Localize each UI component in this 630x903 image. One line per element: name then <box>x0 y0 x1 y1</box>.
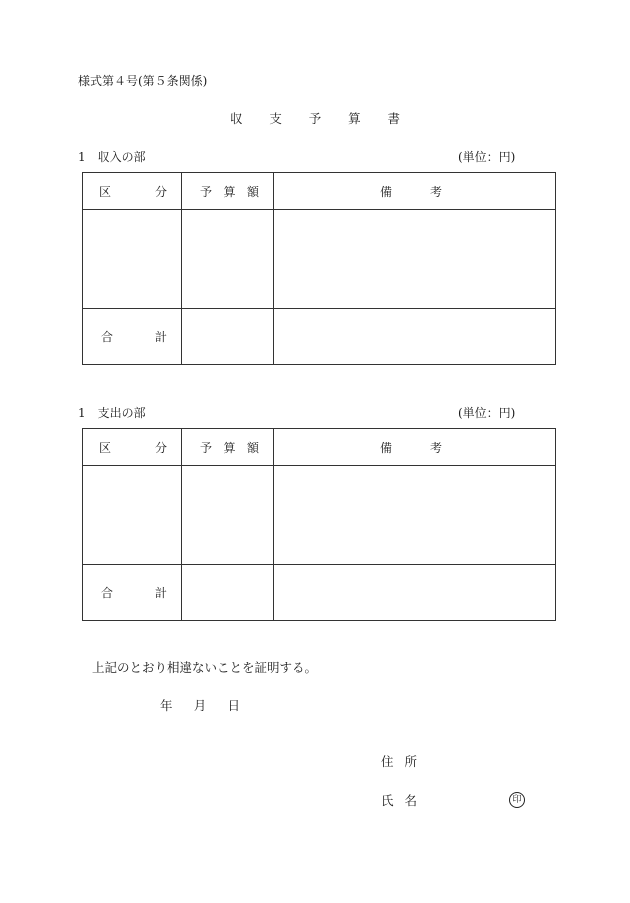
remarks-cell[interactable] <box>274 210 556 309</box>
remarks-cell[interactable] <box>274 466 556 565</box>
address-label <box>381 756 417 769</box>
total-label-char: 合 <box>101 330 114 344</box>
name-label <box>381 795 417 808</box>
expense-heading: 1 支出の部 <box>78 406 146 420</box>
remarks-header-char: 考 <box>429 440 442 455</box>
kubun-header-char: 区 <box>99 184 112 199</box>
budget-header-char: 額 <box>246 184 259 199</box>
total-label-cell <box>83 309 182 365</box>
kubun-header-char: 分 <box>154 440 167 455</box>
certification-statement: 上記のとおり相違ないことを証明する。 <box>92 660 318 675</box>
budget-amount-cell[interactable] <box>182 210 274 309</box>
day-label: 日 <box>227 698 240 713</box>
total-amount-cell[interactable] <box>182 565 274 621</box>
title-char: 算 <box>348 111 361 126</box>
kubun-cell[interactable] <box>83 466 182 565</box>
address-label-char: 所 <box>404 754 417 769</box>
form-number: 様式第４号(第５条関係) <box>78 74 208 88</box>
total-label-char: 計 <box>154 586 167 600</box>
seal-mark: 印 <box>509 792 525 808</box>
table-header-row <box>83 173 556 210</box>
title-char: 支 <box>269 111 282 126</box>
expense-table <box>82 428 556 621</box>
date-line <box>160 700 240 713</box>
budget-amount-header <box>182 429 274 466</box>
total-label-cell <box>83 565 182 621</box>
address-label-char: 住 <box>381 754 394 769</box>
remarks-header-char: 備 <box>380 440 393 455</box>
income-heading: 1 収入の部 <box>78 150 146 164</box>
title-char: 書 <box>387 111 400 126</box>
income-unit-label: (単位：円) <box>458 150 516 164</box>
title-char: 収 <box>230 111 243 126</box>
income-table <box>82 172 556 365</box>
budget-amount-header <box>182 173 274 210</box>
kubun-header-char: 分 <box>154 184 167 199</box>
budget-header-char: 算 <box>223 184 236 199</box>
name-label-char: 氏 <box>381 793 394 808</box>
budget-header-char: 予 <box>200 184 213 199</box>
year-label: 年 <box>160 698 173 713</box>
remarks-header <box>274 173 556 210</box>
total-label-char: 計 <box>154 330 167 344</box>
title-char: 予 <box>308 111 322 126</box>
budget-header-char: 予 <box>200 440 213 455</box>
name-label-char: 名 <box>404 793 417 808</box>
total-label-char: 合 <box>101 586 114 600</box>
table-total-row <box>83 565 556 621</box>
kubun-header <box>83 429 182 466</box>
total-remarks-cell[interactable] <box>274 309 556 365</box>
table-total-row <box>83 309 556 365</box>
document-title <box>230 113 400 126</box>
month-label: 月 <box>193 698 207 713</box>
budget-amount-cell[interactable] <box>182 466 274 565</box>
remarks-header-char: 考 <box>429 184 442 199</box>
table-body-row <box>83 210 556 309</box>
total-remarks-cell[interactable] <box>274 565 556 621</box>
table-header-row <box>83 429 556 466</box>
total-amount-cell[interactable] <box>182 309 274 365</box>
budget-header-char: 額 <box>246 440 259 455</box>
kubun-cell[interactable] <box>83 210 182 309</box>
kubun-header-char: 区 <box>99 440 112 455</box>
table-body-row <box>83 466 556 565</box>
remarks-header <box>274 429 556 466</box>
expense-unit-label: (単位：円) <box>458 406 516 420</box>
kubun-header <box>83 173 182 210</box>
budget-header-char: 算 <box>223 440 236 455</box>
remarks-header-char: 備 <box>380 184 393 199</box>
